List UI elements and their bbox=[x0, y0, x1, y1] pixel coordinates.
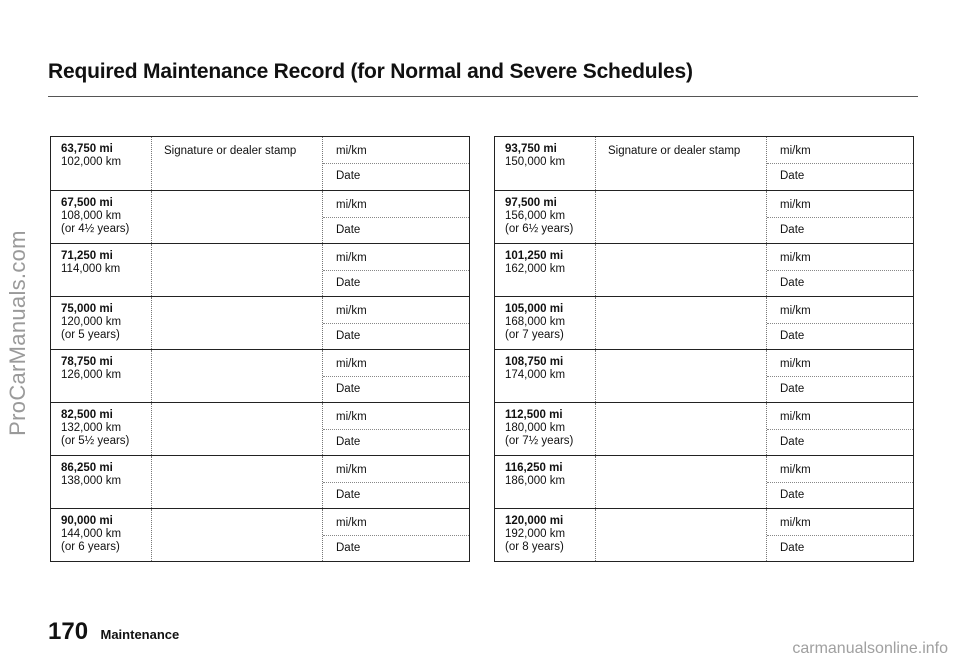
mikm-field[interactable]: mi/km bbox=[780, 199, 811, 211]
record-row bbox=[51, 296, 469, 349]
signature-field[interactable] bbox=[595, 456, 767, 508]
signature-field[interactable] bbox=[595, 137, 767, 190]
record-row bbox=[51, 402, 469, 455]
mileage-cell bbox=[505, 356, 595, 382]
date-field[interactable]: Date bbox=[780, 489, 805, 501]
mikm-field[interactable]: mi/km bbox=[336, 252, 367, 264]
record-row bbox=[51, 455, 469, 508]
entry-divider bbox=[767, 323, 913, 324]
mileage-miles: 63,750 mi bbox=[61, 143, 113, 155]
entry-divider bbox=[323, 482, 469, 483]
signature-field[interactable] bbox=[151, 350, 323, 402]
signature-field[interactable] bbox=[151, 137, 323, 190]
entry-divider bbox=[323, 429, 469, 430]
date-field[interactable]: Date bbox=[336, 224, 361, 236]
mikm-field[interactable]: mi/km bbox=[336, 411, 367, 423]
mileage-miles: 105,000 mi bbox=[505, 303, 564, 315]
mikm-field[interactable]: mi/km bbox=[780, 411, 811, 423]
mikm-field[interactable]: mi/km bbox=[336, 145, 367, 157]
mileage-cell bbox=[61, 303, 151, 342]
mileage-cell bbox=[505, 409, 595, 448]
mileage-miles: 108,750 mi bbox=[505, 356, 564, 368]
mikm-field[interactable]: mi/km bbox=[780, 252, 811, 264]
date-field[interactable]: Date bbox=[336, 330, 361, 342]
mileage-miles: 78,750 mi bbox=[61, 356, 113, 368]
mileage-miles: 86,250 mi bbox=[61, 462, 113, 474]
mileage-cell bbox=[505, 143, 595, 169]
mileage-years: (or 8 years) bbox=[505, 541, 564, 553]
mileage-km: 120,000 km bbox=[61, 316, 122, 328]
mileage-cell bbox=[505, 250, 595, 276]
mileage-km: 186,000 km bbox=[505, 475, 566, 487]
mileage-miles: 75,000 mi bbox=[61, 303, 113, 315]
mileage-miles: 82,500 mi bbox=[61, 409, 113, 421]
mikm-field[interactable]: mi/km bbox=[336, 464, 367, 476]
mileage-years: (or 6½ years) bbox=[505, 223, 574, 235]
mileage-km: 162,000 km bbox=[505, 263, 566, 275]
mikm-field[interactable]: mi/km bbox=[336, 358, 367, 370]
mileage-miles: 112,500 mi bbox=[505, 409, 563, 421]
mikm-field[interactable]: mi/km bbox=[336, 199, 367, 211]
mileage-miles: 90,000 mi bbox=[61, 515, 113, 527]
page-footer bbox=[48, 618, 179, 646]
mikm-field[interactable]: mi/km bbox=[780, 145, 811, 157]
record-row bbox=[51, 137, 469, 190]
mileage-miles: 97,500 mi bbox=[505, 197, 557, 209]
signature-field[interactable] bbox=[151, 244, 323, 296]
entry-divider bbox=[323, 323, 469, 324]
signature-field[interactable] bbox=[595, 297, 767, 349]
date-field[interactable]: Date bbox=[336, 542, 361, 554]
mileage-cell bbox=[505, 303, 595, 342]
mileage-miles: 71,250 mi bbox=[61, 250, 113, 262]
entry-divider bbox=[767, 163, 913, 164]
entry-divider bbox=[767, 482, 913, 483]
mileage-km: 102,000 km bbox=[61, 156, 122, 168]
signature-field[interactable] bbox=[151, 509, 323, 561]
watermark-bottom: carmanualsonline.info bbox=[792, 640, 948, 657]
mileage-km: 108,000 km bbox=[61, 210, 122, 222]
signature-field[interactable] bbox=[151, 191, 323, 243]
mileage-cell bbox=[61, 515, 151, 554]
mileage-miles: 120,000 mi bbox=[505, 515, 564, 527]
record-row bbox=[495, 137, 913, 190]
date-field[interactable]: Date bbox=[780, 436, 805, 448]
signature-field[interactable] bbox=[151, 456, 323, 508]
date-field[interactable]: Date bbox=[336, 277, 361, 289]
mikm-field[interactable]: mi/km bbox=[780, 517, 811, 529]
signature-label: Signature or dealer stamp bbox=[608, 145, 741, 157]
date-field[interactable]: Date bbox=[336, 436, 361, 448]
mileage-miles: 101,250 mi bbox=[505, 250, 564, 262]
mikm-field[interactable]: mi/km bbox=[780, 358, 811, 370]
mikm-field[interactable]: mi/km bbox=[780, 305, 811, 317]
record-row bbox=[51, 190, 469, 243]
mileage-years: (or 7 years) bbox=[505, 329, 564, 341]
date-field[interactable]: Date bbox=[336, 383, 361, 395]
mileage-years: (or 7½ years) bbox=[505, 435, 574, 447]
date-field[interactable]: Date bbox=[780, 170, 805, 182]
watermark-side: ProCarManuals.com bbox=[5, 230, 30, 436]
mileage-km: 132,000 km bbox=[61, 422, 122, 434]
record-row bbox=[51, 349, 469, 402]
signature-field[interactable] bbox=[595, 191, 767, 243]
mikm-field[interactable]: mi/km bbox=[780, 464, 811, 476]
mileage-years: (or 5½ years) bbox=[61, 435, 130, 447]
mileage-cell bbox=[505, 197, 595, 236]
page-number: 170 bbox=[48, 618, 89, 645]
signature-field[interactable] bbox=[151, 297, 323, 349]
record-row bbox=[495, 296, 913, 349]
mileage-years: (or 5 years) bbox=[61, 329, 120, 341]
title-divider bbox=[48, 96, 918, 97]
mileage-km: 192,000 km bbox=[505, 528, 566, 540]
record-row bbox=[495, 508, 913, 561]
maintenance-record-table-left bbox=[50, 136, 470, 562]
mikm-field[interactable]: mi/km bbox=[336, 517, 367, 529]
mileage-cell bbox=[61, 409, 151, 448]
mileage-cell bbox=[61, 197, 151, 236]
entry-divider bbox=[323, 217, 469, 218]
mileage-km: 156,000 km bbox=[505, 210, 566, 222]
mileage-cell bbox=[505, 515, 595, 554]
signature-label: Signature or dealer stamp bbox=[164, 145, 297, 157]
mileage-km: 180,000 km bbox=[505, 422, 566, 434]
mileage-cell bbox=[61, 250, 151, 276]
record-row bbox=[495, 402, 913, 455]
date-field[interactable]: Date bbox=[780, 277, 805, 289]
signature-field[interactable] bbox=[595, 244, 767, 296]
mileage-km: 114,000 km bbox=[61, 263, 121, 275]
entry-divider bbox=[323, 376, 469, 377]
entry-divider bbox=[767, 270, 913, 271]
mileage-km: 174,000 km bbox=[505, 369, 566, 381]
entry-divider bbox=[767, 376, 913, 377]
entry-divider bbox=[767, 535, 913, 536]
signature-field[interactable] bbox=[595, 350, 767, 402]
page-title: Required Maintenance Record (for Normal and Severe Schedules) bbox=[48, 60, 693, 83]
mileage-miles: 116,250 mi bbox=[505, 462, 563, 474]
mileage-miles: 67,500 mi bbox=[61, 197, 113, 209]
maintenance-record-table-right bbox=[494, 136, 914, 562]
mileage-km: 150,000 km bbox=[505, 156, 566, 168]
mileage-cell bbox=[61, 356, 151, 382]
mileage-km: 168,000 km bbox=[505, 316, 566, 328]
entry-divider bbox=[323, 270, 469, 271]
entry-divider bbox=[767, 429, 913, 430]
mileage-cell bbox=[61, 143, 151, 169]
date-field[interactable]: Date bbox=[780, 542, 805, 554]
mileage-miles: 93,750 mi bbox=[505, 143, 557, 155]
mileage-cell bbox=[61, 462, 151, 488]
record-row bbox=[495, 190, 913, 243]
section-name: Maintenance bbox=[100, 627, 180, 642]
mileage-km: 144,000 km bbox=[61, 528, 122, 540]
mileage-km: 126,000 km bbox=[61, 369, 122, 381]
mileage-cell bbox=[505, 462, 595, 488]
signature-field[interactable] bbox=[595, 403, 767, 455]
date-field[interactable]: Date bbox=[336, 489, 361, 501]
record-row bbox=[495, 243, 913, 296]
record-row bbox=[51, 508, 469, 561]
date-field[interactable]: Date bbox=[780, 330, 805, 342]
mikm-field[interactable]: mi/km bbox=[336, 305, 367, 317]
mileage-years: (or 6 years) bbox=[61, 541, 120, 553]
date-field[interactable]: Date bbox=[780, 383, 805, 395]
record-row bbox=[495, 349, 913, 402]
mileage-km: 138,000 km bbox=[61, 475, 122, 487]
record-row bbox=[51, 243, 469, 296]
date-field[interactable]: Date bbox=[336, 170, 361, 182]
mileage-years: (or 4½ years) bbox=[61, 223, 130, 235]
entry-divider bbox=[323, 163, 469, 164]
date-field[interactable]: Date bbox=[780, 224, 805, 236]
entry-divider bbox=[323, 535, 469, 536]
signature-field[interactable] bbox=[595, 509, 767, 561]
signature-field[interactable] bbox=[151, 403, 323, 455]
record-row bbox=[495, 455, 913, 508]
entry-divider bbox=[767, 217, 913, 218]
